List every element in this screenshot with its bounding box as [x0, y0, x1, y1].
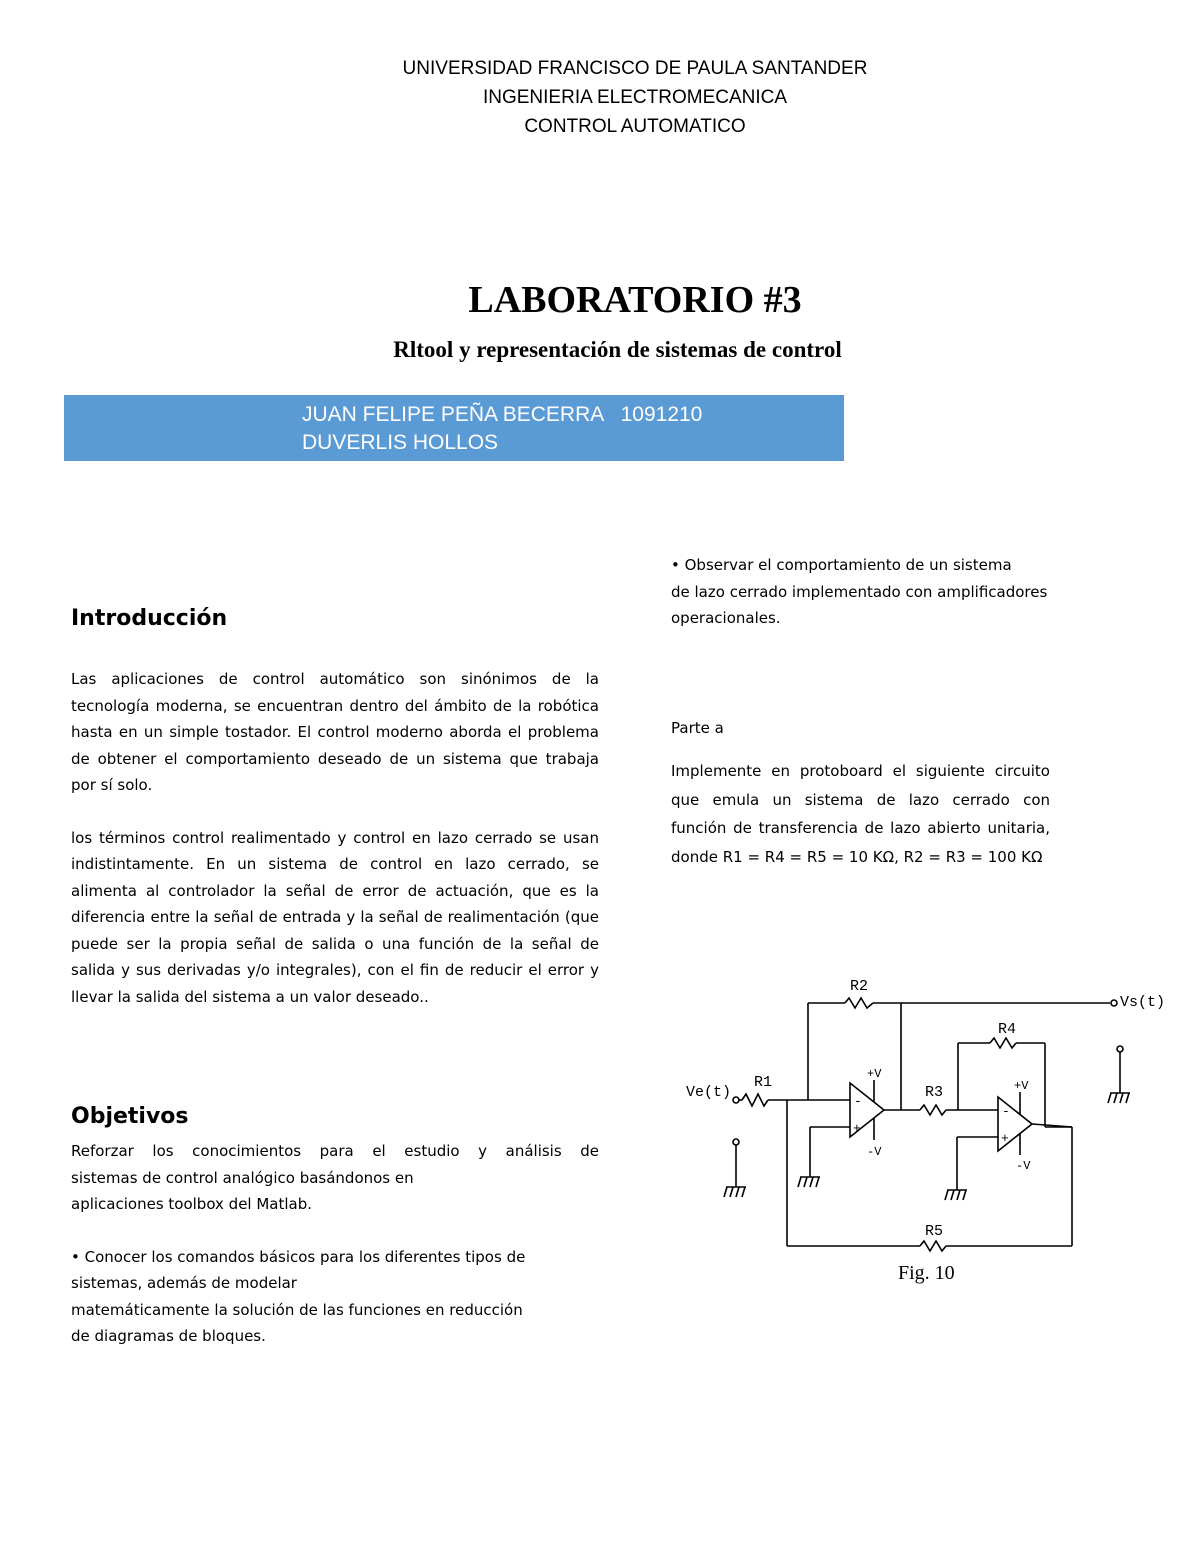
- resistor-r5: [920, 1241, 946, 1251]
- introduccion-paragraph-2: los términos control realimentado y control en lazo cerrado se usan indistintamente. En un sistema de control en lazo cerrado, se alimenta al controlador la señal de error de actuación, que es la diferencia entre la señal de entrada y la señal de realimentación (que puede ser la propia señal de salida o una función de la señal de salida y sus derivadas y/o integrales), con el fin de reducir el error y llevar la salida del sistema a un valor deseado..: [71, 828, 599, 1006]
- label-r3: R3: [925, 1084, 944, 1101]
- figure-caption: Fig. 10: [898, 1262, 955, 1284]
- author-line-1: JUAN FELIPE PEÑA BECERRA 1091210: [302, 403, 703, 426]
- objetivos-paragraph-line-1: Reforzar los conocimientos para el estudio y análisis de: [71, 1142, 599, 1160]
- objetivos-heading: Objetivos: [71, 1104, 189, 1129]
- label-vout: Vs(t): [1120, 994, 1166, 1011]
- objetivo-bullet-1-line-4: de diagramas de bloques.: [71, 1327, 266, 1345]
- output-terminal: [1111, 1000, 1117, 1006]
- label-op1-neg-supply: -V: [867, 1145, 882, 1159]
- parte-a-label: Parte a: [671, 719, 724, 737]
- resistor-r2: [845, 998, 873, 1008]
- label-r5: R5: [925, 1223, 944, 1240]
- objetivos-paragraph-line-2: sistemas de control analógico basándonos en: [71, 1168, 414, 1187]
- label-vin: Ve(t): [686, 1084, 732, 1101]
- ground-icon: [798, 1177, 820, 1187]
- authors-banner: [64, 395, 844, 461]
- document-subtitle: Rltool y representación de sistemas de control: [393, 337, 842, 362]
- label-op2-pos-supply: +V: [1014, 1079, 1029, 1093]
- objetivo-bullet-2-line-2: de lazo cerrado implementado con amplificadores: [671, 582, 1048, 601]
- program-name: INGENIERIA ELECTROMECANICA: [482, 87, 788, 108]
- label-op1-pos-supply: +V: [867, 1067, 882, 1081]
- objetivo-bullet-2-line-3: operacionales.: [671, 609, 781, 627]
- document-title: LABORATORIO #3: [468, 279, 802, 321]
- objetivo-bullet-1-line-1: • Conocer los comandos básicos para los diferentes tipos de: [71, 1247, 526, 1266]
- objetivo-bullet-1-line-2: sistemas, además de modelar: [71, 1274, 297, 1292]
- resistor-r3: [920, 1105, 946, 1115]
- objetivo-bullet-2: [671, 552, 1111, 632]
- input-terminal: [733, 1097, 739, 1103]
- course-name: CONTROL AUTOMATICO: [524, 116, 746, 137]
- label-op1-inverting: -: [854, 1094, 862, 1109]
- introduccion-body: [71, 666, 599, 1010]
- ground-icon: [724, 1139, 746, 1197]
- label-op2-neg-supply: -V: [1016, 1159, 1031, 1173]
- label-op2-noninverting: +: [1001, 1131, 1009, 1146]
- label-op1-noninverting: +: [853, 1121, 861, 1136]
- label-op2-inverting: -: [1002, 1104, 1010, 1119]
- circuit-diagram: [680, 965, 1170, 1295]
- objetivo-bullet-2-line-1: • Observar el comportamiento de un sistema: [671, 556, 1012, 574]
- label-r4: R4: [998, 1021, 1017, 1038]
- document-header: [0, 54, 1200, 141]
- parte-a-text: Implemente en protoboard el siguiente circuito que emula un sistema de lazo cerrado con función de transferencia de lazo abierto unitaria, donde R1 = R4 = R5 = 10 KΩ, R2 = R3 = 100 KΩ: [671, 762, 1050, 866]
- ground-icon: [945, 1190, 967, 1200]
- introduccion-paragraph-1: Las aplicaciones de control automático son sinónimos de la tecnología moderna, se encuentran dentro del ámbito de la robótica hasta en un simple tostador. El control moderno aborda el problema de obtener el comportamiento deseado de un sistema que trabaja por sí solo.: [71, 670, 599, 794]
- university-name: UNIVERSIDAD FRANCISCO DE PAULA SANTANDER: [402, 58, 868, 79]
- author-line-2: DUVERLIS HOLLOS: [302, 431, 499, 454]
- resistor-r1: [742, 1094, 768, 1106]
- objetivos-paragraph-line-3: aplicaciones toolbox del Matlab.: [71, 1195, 313, 1213]
- ground-icon: [1108, 1046, 1130, 1103]
- objetivos-body: [71, 1138, 599, 1350]
- label-r2: R2: [850, 978, 869, 995]
- label-r1: R1: [754, 1074, 773, 1091]
- resistor-r4: [990, 1038, 1016, 1048]
- introduccion-heading: Introducción: [71, 606, 228, 631]
- objetivo-bullet-1-line-3: matemáticamente la solución de las funciones en reducción: [71, 1300, 523, 1319]
